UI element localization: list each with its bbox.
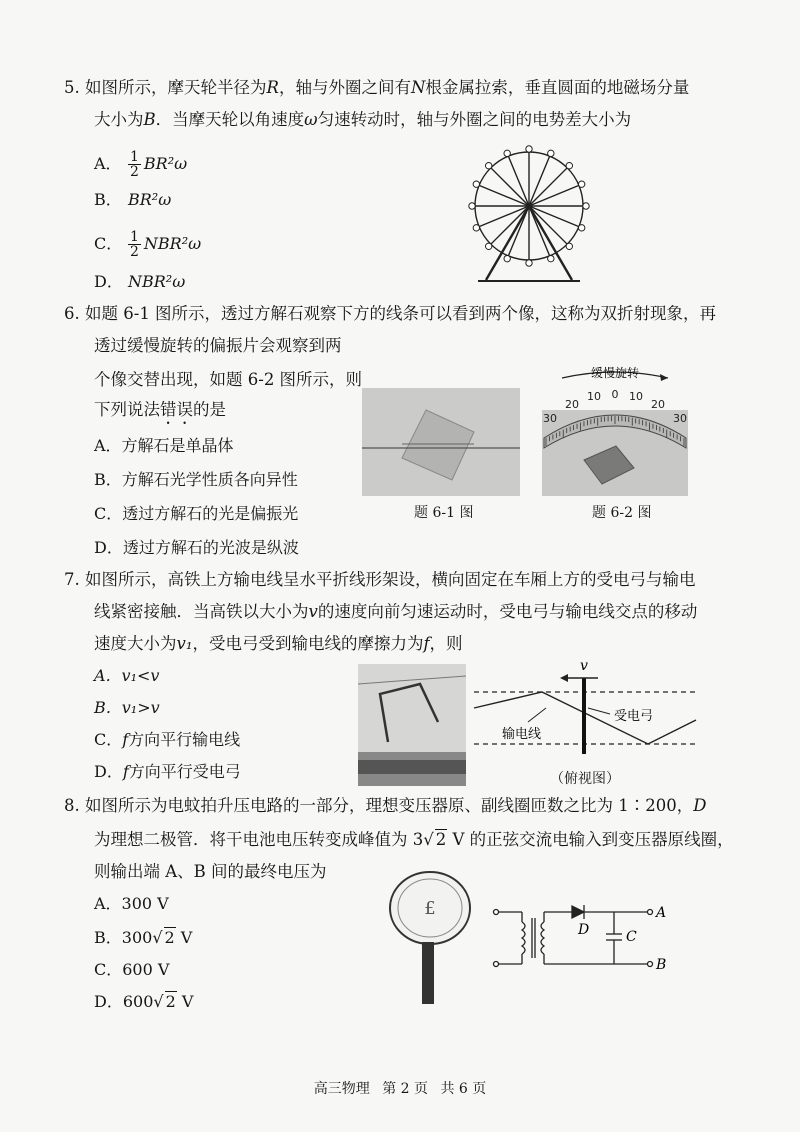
q8-line1: 8. 如图所示为电蚊拍升压电路的一部分，理想变压器原、副线圈匝数之比为 1∶200，D <box>64 796 707 815</box>
scale-label: 20 <box>565 398 579 411</box>
q6-option-b: B．方解石光学性质各向异性 <box>94 470 298 489</box>
ferris-cabin <box>469 203 475 209</box>
q7-line2: 线紧密接触．当高铁以大小为v的速度向前匀速运动时，受电弓与输电线交点的移动 <box>94 602 698 621</box>
capacitor-label: C <box>626 929 637 945</box>
q8-line2: 为理想二极管．将干电池电压转变成峰值为 3√ 2 V 的正弦交流电输入到变压器原线圈， <box>94 830 734 849</box>
q7-option-a: A．v₁<v <box>94 666 160 685</box>
ferris-cabin <box>526 260 532 266</box>
terminal-b-label: B <box>656 957 667 973</box>
q7-line1: 7. 如图所示，高铁上方输电线呈水平折线形架设，横向固定在车厢上方的受电弓与输电 <box>64 570 696 589</box>
ferris-cabin <box>485 162 491 168</box>
wire-label: 输电线 <box>502 727 542 742</box>
svg-text:£: £ <box>424 898 436 919</box>
ferris-cabin <box>548 150 554 156</box>
q6-option-a: A．方解石是单晶体 <box>94 436 234 455</box>
terminal-a-label: A <box>656 905 667 921</box>
footer-total: 共 6 页 <box>440 1081 487 1097</box>
footer-page: 第 2 页 <box>382 1081 428 1097</box>
ferris-cabin <box>485 243 491 249</box>
pantograph-topview <box>470 658 700 762</box>
velocity-label: v <box>580 658 588 674</box>
ferris-cabin <box>504 255 510 261</box>
q5-option-b: B． BR²ω <box>94 190 172 209</box>
caption-6-1: 题 6-1 图 <box>414 505 474 521</box>
calcite-photo-6-1 <box>362 388 520 496</box>
q5-line1: 5. 如图所示，摩天轮半径为R，轴与外圈之间有N根金属拉索，垂直圆面的地磁场分量 <box>64 78 690 97</box>
q7-option-b: B．v₁>v <box>94 698 160 717</box>
q5-line2: 大小为B．当摩天轮以角速度ω匀速转动时，轴与外圈之间的电势差大小为 <box>94 110 632 129</box>
bow-label: 受电弓 <box>614 709 654 724</box>
ferris-cabin <box>473 181 479 187</box>
q6-line3: 个像交替出现，如题 6-2 图所示，则 <box>94 370 363 389</box>
diode-label: D <box>578 922 590 938</box>
ferris-spoke <box>529 168 567 206</box>
footer-subject: 高三物理 <box>313 1081 370 1097</box>
page-footer <box>0 1078 800 1098</box>
scale-label: 30 <box>543 412 557 425</box>
rotate-label: 缓慢旋转 <box>590 366 640 380</box>
scale-label: 0 <box>611 388 619 401</box>
ferris-cabin <box>504 150 510 156</box>
q8-option-c: C．600 V <box>94 960 170 979</box>
q8-option-a: A．300 V <box>94 894 169 913</box>
ferris-cabin <box>566 162 572 168</box>
mosquito-racket-figure <box>376 868 476 1006</box>
caption-6-2: 题 6-2 图 <box>592 505 652 521</box>
q5-option-c: C． $\frac{1}{2}$ NBR²ω <box>94 229 202 260</box>
q8-option-d: D．600√ 2 V <box>94 992 194 1011</box>
q6-option-d: D．透过方解石的光波是纵波 <box>94 538 299 557</box>
polarizer-figure-6-2 <box>542 364 688 496</box>
topview-caption: （俯视图） <box>550 771 620 787</box>
boost-circuit-figure <box>488 896 670 976</box>
ferris-cabin <box>526 146 532 152</box>
q7-option-d: D．f方向平行受电弓 <box>94 762 241 781</box>
ferris-cabin <box>578 181 584 187</box>
train-photo <box>358 664 466 786</box>
q6-line1: 6. 如题 6-1 图所示，透过方解石观察下方的线条可以看到两个像，这称为双折射现象，再 <box>64 304 717 323</box>
ferris-wheel-figure <box>464 140 594 288</box>
ferris-cabin <box>473 225 479 231</box>
ferris-cabin <box>548 255 554 261</box>
q8-option-b: B．300√ 2 V <box>94 928 193 947</box>
scale-label: 10 <box>629 390 643 403</box>
scale-label: 30 <box>673 412 687 425</box>
q7-line3: 速度大小为v₁，受电弓受到输电线的摩擦力为f，则 <box>94 634 463 653</box>
q5-option-a: A． $\frac{1}{2}$ BR²ω <box>94 149 188 180</box>
q6-option-c: C．透过方解石的光是偏振光 <box>94 504 299 523</box>
ferris-cabin <box>578 225 584 231</box>
q7-option-c: C．f方向平行输电线 <box>94 730 241 749</box>
scale-label: 20 <box>651 398 665 411</box>
ferris-cabin <box>566 243 572 249</box>
ferris-cabin <box>583 203 589 209</box>
q8-line3: 则输出端 A、B 间的最终电压为 <box>94 862 327 881</box>
scale-label: 10 <box>587 390 601 403</box>
q5-option-d: D． NBR²ω <box>94 272 186 291</box>
q6-line2: 透过缓慢旋转的偏振片会观察到两 <box>94 336 342 355</box>
q6-line4: 下列说法错误的是 <box>94 400 226 419</box>
ferris-spoke <box>491 168 529 206</box>
